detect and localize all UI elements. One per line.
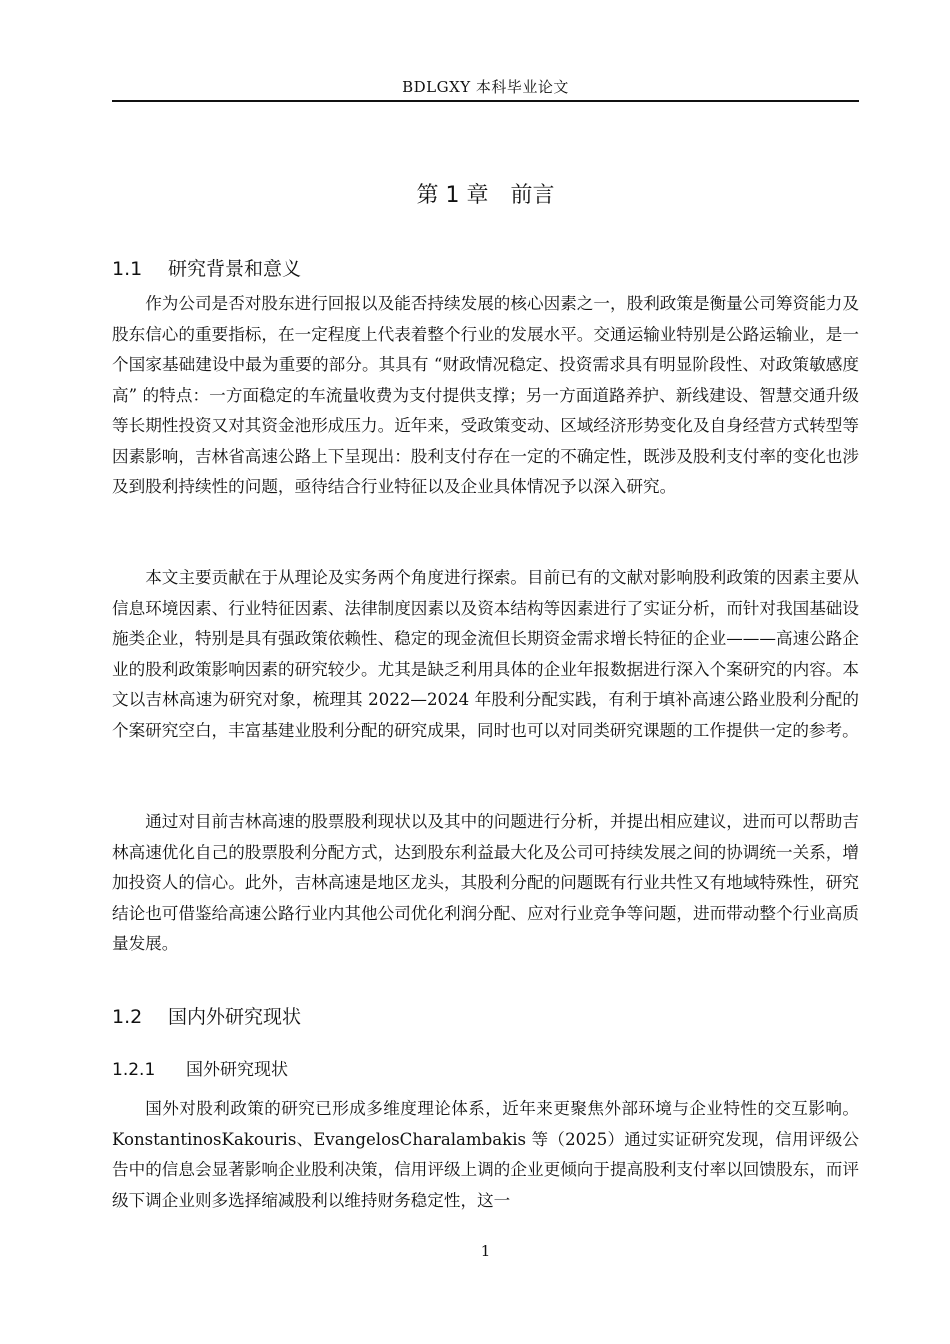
body-paragraph: 作为公司是否对股东进行回报以及能否持续发展的核心因素之一，股利政策是衡量公司筹资能力及股东信心的重要指标，在一定程度上代表着整个行业的发展水平。交通运输业特别是公路运输业，是一个国家基础建设中最为重要的部分。其具有 “财政情况稳定、投资需求具有明显阶段性、对政策敏感度高” 的特点：一方面稳定的车流量收费为支付提供支撑；另一方面道路养护、新线建设、智慧交通升级等长期性投资又对其资金池形成压力。近年来，受政策变动、区域经济形势变化及自身经营方式转型等因素影响，吉林省高速公路上下呈现出：股利支付存在一定的不确定性，既涉及股利支付率的变化也涉及到股利持续性的问题，亟待结合行业特征以及企业具体情况予以深入研究。 bbox=[112, 294, 859, 496]
section-title: 研究背景和意义 bbox=[168, 258, 302, 280]
subsection-heading-1-2-1 bbox=[112, 1055, 288, 1080]
section-number: 1.1 bbox=[112, 258, 143, 280]
running-header: BDLGXY 本科毕业论文 bbox=[402, 78, 569, 96]
subsection-number: 1.2.1 bbox=[112, 1060, 156, 1080]
body-paragraph: 通过对目前吉林高速的股票股利现状以及其中的问题进行分析，并提出相应建议，进而可以帮助吉林高速优化自己的股票股利分配方式，达到股东利益最大化及公司可持续发展之间的协调统一关系，增加投资人的信心。此外，吉林高速是地区龙头，其股利分配的问题既有行业共性又有地域特殊性，研究结论也可借鉴给高速公路行业内其他公司优化利润分配、应对行业竞争等问题，进而带动整个行业高质量发展。 bbox=[112, 812, 859, 953]
section-title: 国内外研究现状 bbox=[168, 1006, 302, 1028]
chapter-heading bbox=[112, 178, 859, 209]
page-number: 1 bbox=[480, 1242, 491, 1260]
chapter-number: 第 1 章 bbox=[416, 183, 489, 208]
subsection-title: 国外研究现状 bbox=[186, 1060, 288, 1080]
section-number: 1.2 bbox=[112, 1006, 143, 1028]
section-heading-1-2 bbox=[112, 1002, 301, 1029]
header-rule bbox=[112, 100, 859, 102]
section-heading-1-1 bbox=[112, 254, 301, 281]
chapter-title: 前言 bbox=[510, 183, 555, 208]
body-paragraph: 本文主要贡献在于从理论及实务两个角度进行探索。目前已有的文献对影响股利政策的因素主要从信息环境因素、行业特征因素、法律制度因素以及资本结构等因素进行了实证分析，而针对我国基础设施类企业，特别是具有强政策依赖性、稳定的现金流但长期资金需求增长特征的企业———高速公路企业的股利政策影响因素的研究较少。尤其是缺乏利用具体的企业年报数据进行深入个案研究的内容。本文以吉林高速为研究对象，梳理其 2022—2024 年股利分配实践，有利于填补高速公路业股利分配的个案研究空白，丰富基建业股利分配的研究成果，同时也可以对同类研究课题的工作提供一定的参考。 bbox=[112, 568, 859, 740]
body-paragraph: 国外对股利政策的研究已形成多维度理论体系，近年来更聚焦外部环境与企业特性的交互影响。KonstantinosKakouris、EvangelosCharalambakis 等（2025）通过实证研究发现，信用评级公告中的信息会显著影响企业股利决策，信用评级上调的企业更倾向于提高股利支付率以回馈股东，而评级下调企业则多选择缩减股利以维持财务稳定性，这一 bbox=[112, 1099, 859, 1210]
